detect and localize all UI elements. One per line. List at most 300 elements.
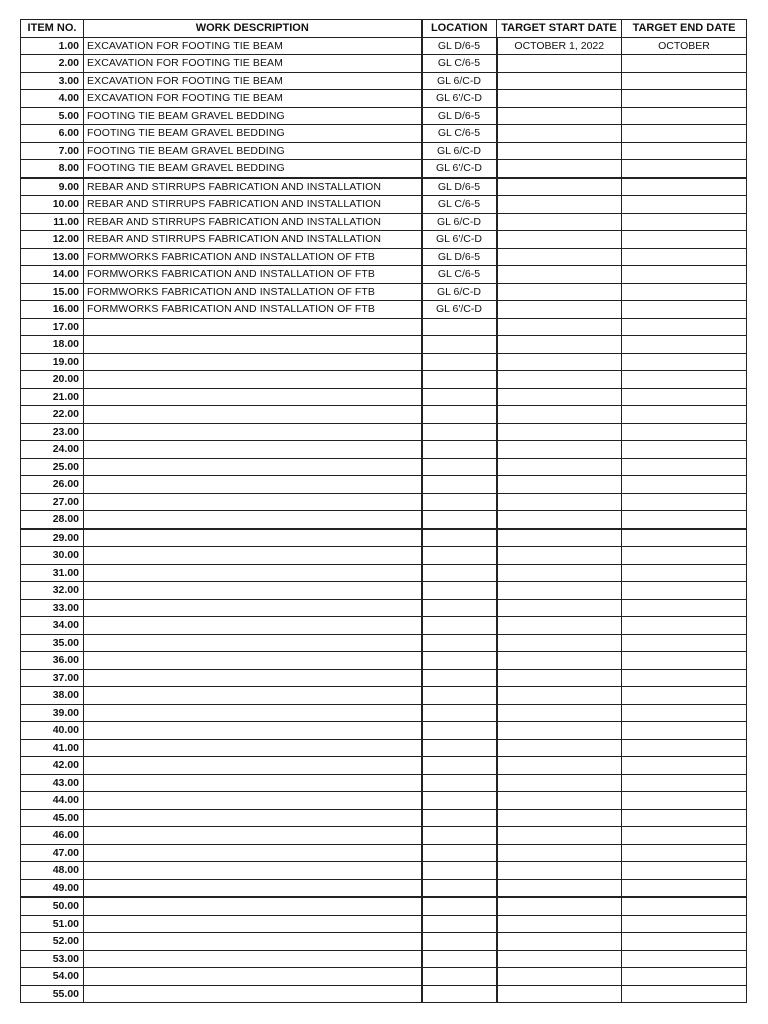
location-cell — [422, 652, 497, 670]
work-description-cell — [84, 792, 422, 810]
target-start-date-cell — [497, 582, 622, 600]
work-description-cell: FOOTING TIE BEAM GRAVEL BEDDING — [84, 125, 422, 143]
item-no-cell: 55.00 — [21, 985, 84, 1003]
location-cell — [422, 792, 497, 810]
table-row — [21, 213, 747, 231]
location-cell — [422, 915, 497, 933]
header-item-no: ITEM NO. — [21, 20, 84, 38]
item-no-cell: 16.00 — [21, 301, 84, 319]
item-no-cell: 13.00 — [21, 248, 84, 266]
target-start-date-cell — [497, 704, 622, 722]
target-start-date-cell — [497, 142, 622, 160]
target-start-date-cell — [497, 547, 622, 565]
table-row — [21, 231, 747, 249]
location-cell — [422, 318, 497, 336]
work-description-cell: EXCAVATION FOR FOOTING TIE BEAM — [84, 55, 422, 73]
target-start-date-cell — [497, 897, 622, 915]
location-cell — [422, 827, 497, 845]
table-row — [21, 107, 747, 125]
table-row — [21, 547, 747, 565]
location-cell: GL C/6-5 — [422, 196, 497, 214]
table-row — [21, 950, 747, 968]
item-no-cell: 52.00 — [21, 933, 84, 951]
location-cell — [422, 844, 497, 862]
work-description-cell — [84, 476, 422, 494]
work-description-cell — [84, 968, 422, 986]
table-row — [21, 37, 747, 55]
item-no-cell: 24.00 — [21, 441, 84, 459]
target-start-date-cell — [497, 458, 622, 476]
location-cell — [422, 897, 497, 915]
table-row — [21, 582, 747, 600]
item-no-cell: 51.00 — [21, 915, 84, 933]
target-start-date-cell — [497, 107, 622, 125]
table-row — [21, 178, 747, 196]
work-description-cell — [84, 757, 422, 775]
table-row — [21, 458, 747, 476]
item-no-cell: 34.00 — [21, 617, 84, 635]
item-no-cell: 14.00 — [21, 266, 84, 284]
target-start-date-cell — [497, 599, 622, 617]
header-target-start-date: TARGET START DATE — [497, 20, 622, 38]
table-row — [21, 809, 747, 827]
work-description-cell — [84, 862, 422, 880]
work-description-cell — [84, 458, 422, 476]
location-cell — [422, 406, 497, 424]
item-no-cell: 37.00 — [21, 669, 84, 687]
table-row — [21, 423, 747, 441]
item-no-cell: 18.00 — [21, 336, 84, 354]
table-row — [21, 371, 747, 389]
location-cell — [422, 757, 497, 775]
item-no-cell: 48.00 — [21, 862, 84, 880]
item-no-cell: 26.00 — [21, 476, 84, 494]
table-row — [21, 511, 747, 529]
location-cell: GL C/6-5 — [422, 55, 497, 73]
header-row — [21, 20, 747, 38]
table-row — [21, 248, 747, 266]
target-end-date-cell — [622, 809, 747, 827]
target-start-date-cell — [497, 827, 622, 845]
work-description-cell — [84, 669, 422, 687]
target-end-date-cell — [622, 704, 747, 722]
work-description-cell: REBAR AND STIRRUPS FABRICATION AND INSTALLATION — [84, 178, 422, 196]
target-start-date-cell — [497, 862, 622, 880]
target-end-date-cell — [622, 827, 747, 845]
location-cell: GL 6/C-D — [422, 213, 497, 231]
target-start-date-cell — [497, 423, 622, 441]
header-location: LOCATION — [422, 20, 497, 38]
work-description-cell — [84, 511, 422, 529]
target-start-date-cell — [497, 248, 622, 266]
target-start-date-cell — [497, 669, 622, 687]
target-start-date-cell — [497, 529, 622, 547]
target-end-date-cell — [622, 441, 747, 459]
item-no-cell: 35.00 — [21, 634, 84, 652]
target-end-date-cell — [622, 950, 747, 968]
target-start-date-cell — [497, 792, 622, 810]
work-description-cell — [84, 687, 422, 705]
location-cell — [422, 687, 497, 705]
work-description-cell — [84, 879, 422, 897]
item-no-cell: 45.00 — [21, 809, 84, 827]
work-description-cell — [84, 915, 422, 933]
target-start-date-cell — [497, 950, 622, 968]
target-end-date-cell — [622, 90, 747, 108]
work-description-cell — [84, 774, 422, 792]
target-end-date-cell — [622, 178, 747, 196]
target-end-date-cell: OCTOBER — [622, 37, 747, 55]
item-no-cell: 50.00 — [21, 897, 84, 915]
item-no-cell: 5.00 — [21, 107, 84, 125]
work-description-cell — [84, 844, 422, 862]
target-end-date-cell — [622, 493, 747, 511]
target-start-date-cell — [497, 652, 622, 670]
target-end-date-cell — [622, 406, 747, 424]
target-start-date-cell — [497, 687, 622, 705]
work-description-cell: FORMWORKS FABRICATION AND INSTALLATION OF FTB — [84, 283, 422, 301]
header-target-end-date: TARGET END DATE — [622, 20, 747, 38]
target-start-date-cell — [497, 476, 622, 494]
target-end-date-cell — [622, 283, 747, 301]
target-end-date-cell — [622, 301, 747, 319]
item-no-cell: 15.00 — [21, 283, 84, 301]
work-description-cell — [84, 897, 422, 915]
target-start-date-cell — [497, 353, 622, 371]
table-row — [21, 915, 747, 933]
item-no-cell: 12.00 — [21, 231, 84, 249]
location-cell — [422, 704, 497, 722]
target-start-date-cell — [497, 55, 622, 73]
work-description-cell — [84, 617, 422, 635]
location-cell — [422, 353, 497, 371]
work-description-cell: FORMWORKS FABRICATION AND INSTALLATION OF FTB — [84, 266, 422, 284]
target-start-date-cell — [497, 739, 622, 757]
target-end-date-cell — [622, 617, 747, 635]
target-start-date-cell — [497, 493, 622, 511]
location-cell: GL D/6-5 — [422, 107, 497, 125]
location-cell: GL D/6-5 — [422, 248, 497, 266]
item-no-cell: 11.00 — [21, 213, 84, 231]
item-no-cell: 32.00 — [21, 582, 84, 600]
item-no-cell: 9.00 — [21, 178, 84, 196]
work-description-cell: REBAR AND STIRRUPS FABRICATION AND INSTALLATION — [84, 213, 422, 231]
work-description-cell: FOOTING TIE BEAM GRAVEL BEDDING — [84, 142, 422, 160]
table-row — [21, 301, 747, 319]
target-end-date-cell — [622, 547, 747, 565]
item-no-cell: 28.00 — [21, 511, 84, 529]
target-end-date-cell — [622, 915, 747, 933]
target-end-date-cell — [622, 107, 747, 125]
item-no-cell: 25.00 — [21, 458, 84, 476]
item-no-cell: 41.00 — [21, 739, 84, 757]
target-end-date-cell — [622, 196, 747, 214]
location-cell — [422, 599, 497, 617]
location-cell: GL D/6-5 — [422, 178, 497, 196]
location-cell: GL 6/C-D — [422, 142, 497, 160]
location-cell — [422, 950, 497, 968]
target-end-date-cell — [622, 687, 747, 705]
location-cell — [422, 985, 497, 1003]
location-cell — [422, 809, 497, 827]
target-start-date-cell — [497, 213, 622, 231]
work-description-cell — [84, 599, 422, 617]
target-end-date-cell — [622, 774, 747, 792]
work-description-cell: REBAR AND STIRRUPS FABRICATION AND INSTALLATION — [84, 231, 422, 249]
target-start-date-cell — [497, 318, 622, 336]
table-row — [21, 827, 747, 845]
target-start-date-cell — [497, 125, 622, 143]
table-row — [21, 669, 747, 687]
target-end-date-cell — [622, 792, 747, 810]
target-end-date-cell — [622, 248, 747, 266]
table-row — [21, 739, 747, 757]
target-end-date-cell — [622, 371, 747, 389]
item-no-cell: 44.00 — [21, 792, 84, 810]
work-description-cell: REBAR AND STIRRUPS FABRICATION AND INSTALLATION — [84, 196, 422, 214]
target-end-date-cell — [622, 529, 747, 547]
target-end-date-cell — [622, 125, 747, 143]
target-end-date-cell — [622, 55, 747, 73]
item-no-cell: 54.00 — [21, 968, 84, 986]
location-cell — [422, 529, 497, 547]
target-start-date-cell — [497, 844, 622, 862]
target-end-date-cell — [622, 388, 747, 406]
table-row — [21, 968, 747, 986]
location-cell — [422, 774, 497, 792]
target-start-date-cell — [497, 371, 622, 389]
location-cell — [422, 493, 497, 511]
target-end-date-cell — [622, 652, 747, 670]
target-start-date-cell — [497, 266, 622, 284]
item-no-cell: 7.00 — [21, 142, 84, 160]
target-end-date-cell — [622, 985, 747, 1003]
target-end-date-cell — [622, 757, 747, 775]
table-row — [21, 441, 747, 459]
item-no-cell: 4.00 — [21, 90, 84, 108]
item-no-cell: 23.00 — [21, 423, 84, 441]
location-cell: GL C/6-5 — [422, 125, 497, 143]
table-row — [21, 599, 747, 617]
table-row — [21, 160, 747, 178]
item-no-cell: 47.00 — [21, 844, 84, 862]
target-end-date-cell — [622, 599, 747, 617]
item-no-cell: 3.00 — [21, 72, 84, 90]
location-cell — [422, 336, 497, 354]
work-description-cell — [84, 493, 422, 511]
location-cell — [422, 511, 497, 529]
target-start-date-cell — [497, 178, 622, 196]
target-start-date-cell — [497, 722, 622, 740]
work-description-cell — [84, 371, 422, 389]
item-no-cell: 31.00 — [21, 564, 84, 582]
table-row — [21, 318, 747, 336]
work-description-cell: EXCAVATION FOR FOOTING TIE BEAM — [84, 90, 422, 108]
target-end-date-cell — [622, 634, 747, 652]
target-start-date-cell — [497, 511, 622, 529]
location-cell: GL C/6-5 — [422, 266, 497, 284]
work-description-cell — [84, 564, 422, 582]
target-start-date-cell — [497, 879, 622, 897]
work-description-cell — [84, 423, 422, 441]
table-row — [21, 90, 747, 108]
target-start-date-cell — [497, 160, 622, 178]
target-end-date-cell — [622, 669, 747, 687]
location-cell: GL 6/C-D — [422, 72, 497, 90]
item-no-cell: 38.00 — [21, 687, 84, 705]
work-description-cell — [84, 441, 422, 459]
location-cell — [422, 458, 497, 476]
work-schedule-table — [20, 19, 747, 1003]
table-body — [21, 37, 747, 1003]
table-row — [21, 353, 747, 371]
table-row — [21, 985, 747, 1003]
target-start-date-cell — [497, 915, 622, 933]
target-start-date-cell — [497, 388, 622, 406]
work-description-cell — [84, 722, 422, 740]
location-cell: GL 6'/C-D — [422, 90, 497, 108]
target-end-date-cell — [622, 879, 747, 897]
target-start-date-cell — [497, 441, 622, 459]
target-end-date-cell — [622, 458, 747, 476]
target-start-date-cell — [497, 301, 622, 319]
item-no-cell: 33.00 — [21, 599, 84, 617]
work-description-cell — [84, 406, 422, 424]
item-no-cell: 21.00 — [21, 388, 84, 406]
table-row — [21, 879, 747, 897]
table-row — [21, 897, 747, 915]
target-start-date-cell — [497, 968, 622, 986]
location-cell — [422, 617, 497, 635]
table-row — [21, 336, 747, 354]
target-start-date-cell — [497, 196, 622, 214]
table-row — [21, 142, 747, 160]
work-description-cell: EXCAVATION FOR FOOTING TIE BEAM — [84, 72, 422, 90]
location-cell — [422, 879, 497, 897]
work-description-cell — [84, 353, 422, 371]
work-description-cell — [84, 634, 422, 652]
target-start-date-cell — [497, 564, 622, 582]
item-no-cell: 53.00 — [21, 950, 84, 968]
table-row — [21, 652, 747, 670]
target-end-date-cell — [622, 476, 747, 494]
item-no-cell: 27.00 — [21, 493, 84, 511]
header-work-description: WORK DESCRIPTION — [84, 20, 422, 38]
target-end-date-cell — [622, 511, 747, 529]
target-start-date-cell — [497, 90, 622, 108]
table-row — [21, 283, 747, 301]
target-end-date-cell — [622, 582, 747, 600]
item-no-cell: 29.00 — [21, 529, 84, 547]
target-end-date-cell — [622, 862, 747, 880]
item-no-cell: 17.00 — [21, 318, 84, 336]
target-end-date-cell — [622, 564, 747, 582]
location-cell — [422, 547, 497, 565]
target-end-date-cell — [622, 722, 747, 740]
table-row — [21, 933, 747, 951]
table-row — [21, 634, 747, 652]
table-row — [21, 529, 747, 547]
target-start-date-cell — [497, 336, 622, 354]
target-start-date-cell — [497, 774, 622, 792]
target-end-date-cell — [622, 336, 747, 354]
table-row — [21, 617, 747, 635]
item-no-cell: 2.00 — [21, 55, 84, 73]
location-cell: GL D/6-5 — [422, 37, 497, 55]
location-cell — [422, 582, 497, 600]
work-description-cell: FOOTING TIE BEAM GRAVEL BEDDING — [84, 107, 422, 125]
target-end-date-cell — [622, 318, 747, 336]
target-end-date-cell — [622, 231, 747, 249]
item-no-cell: 46.00 — [21, 827, 84, 845]
item-no-cell: 19.00 — [21, 353, 84, 371]
work-description-cell — [84, 318, 422, 336]
table-row — [21, 55, 747, 73]
table-row — [21, 774, 747, 792]
location-cell — [422, 862, 497, 880]
location-cell — [422, 634, 497, 652]
table-row — [21, 722, 747, 740]
item-no-cell: 20.00 — [21, 371, 84, 389]
target-end-date-cell — [622, 353, 747, 371]
location-cell — [422, 669, 497, 687]
work-description-cell — [84, 950, 422, 968]
item-no-cell: 6.00 — [21, 125, 84, 143]
work-description-cell — [84, 652, 422, 670]
location-cell: GL 6'/C-D — [422, 231, 497, 249]
target-end-date-cell — [622, 142, 747, 160]
target-start-date-cell — [497, 809, 622, 827]
target-start-date-cell — [497, 617, 622, 635]
table-row — [21, 564, 747, 582]
target-start-date-cell — [497, 933, 622, 951]
table-row — [21, 125, 747, 143]
item-no-cell: 1.00 — [21, 37, 84, 55]
work-description-cell: FORMWORKS FABRICATION AND INSTALLATION OF FTB — [84, 301, 422, 319]
location-cell — [422, 968, 497, 986]
table-row — [21, 862, 747, 880]
target-end-date-cell — [622, 266, 747, 284]
target-start-date-cell — [497, 406, 622, 424]
target-start-date-cell: OCTOBER 1, 2022 — [497, 37, 622, 55]
target-end-date-cell — [622, 933, 747, 951]
location-cell: GL 6/C-D — [422, 283, 497, 301]
target-end-date-cell — [622, 160, 747, 178]
work-description-cell — [84, 547, 422, 565]
item-no-cell: 42.00 — [21, 757, 84, 775]
item-no-cell: 43.00 — [21, 774, 84, 792]
work-description-cell — [84, 985, 422, 1003]
item-no-cell: 22.00 — [21, 406, 84, 424]
location-cell — [422, 423, 497, 441]
table-row — [21, 388, 747, 406]
table-row — [21, 757, 747, 775]
target-start-date-cell — [497, 634, 622, 652]
item-no-cell: 30.00 — [21, 547, 84, 565]
table-row — [21, 792, 747, 810]
work-description-cell: FORMWORKS FABRICATION AND INSTALLATION OF FTB — [84, 248, 422, 266]
target-end-date-cell — [622, 423, 747, 441]
item-no-cell: 39.00 — [21, 704, 84, 722]
target-start-date-cell — [497, 985, 622, 1003]
location-cell — [422, 441, 497, 459]
location-cell — [422, 933, 497, 951]
location-cell — [422, 476, 497, 494]
table-row — [21, 687, 747, 705]
work-description-cell — [84, 529, 422, 547]
table-row — [21, 406, 747, 424]
item-no-cell: 10.00 — [21, 196, 84, 214]
